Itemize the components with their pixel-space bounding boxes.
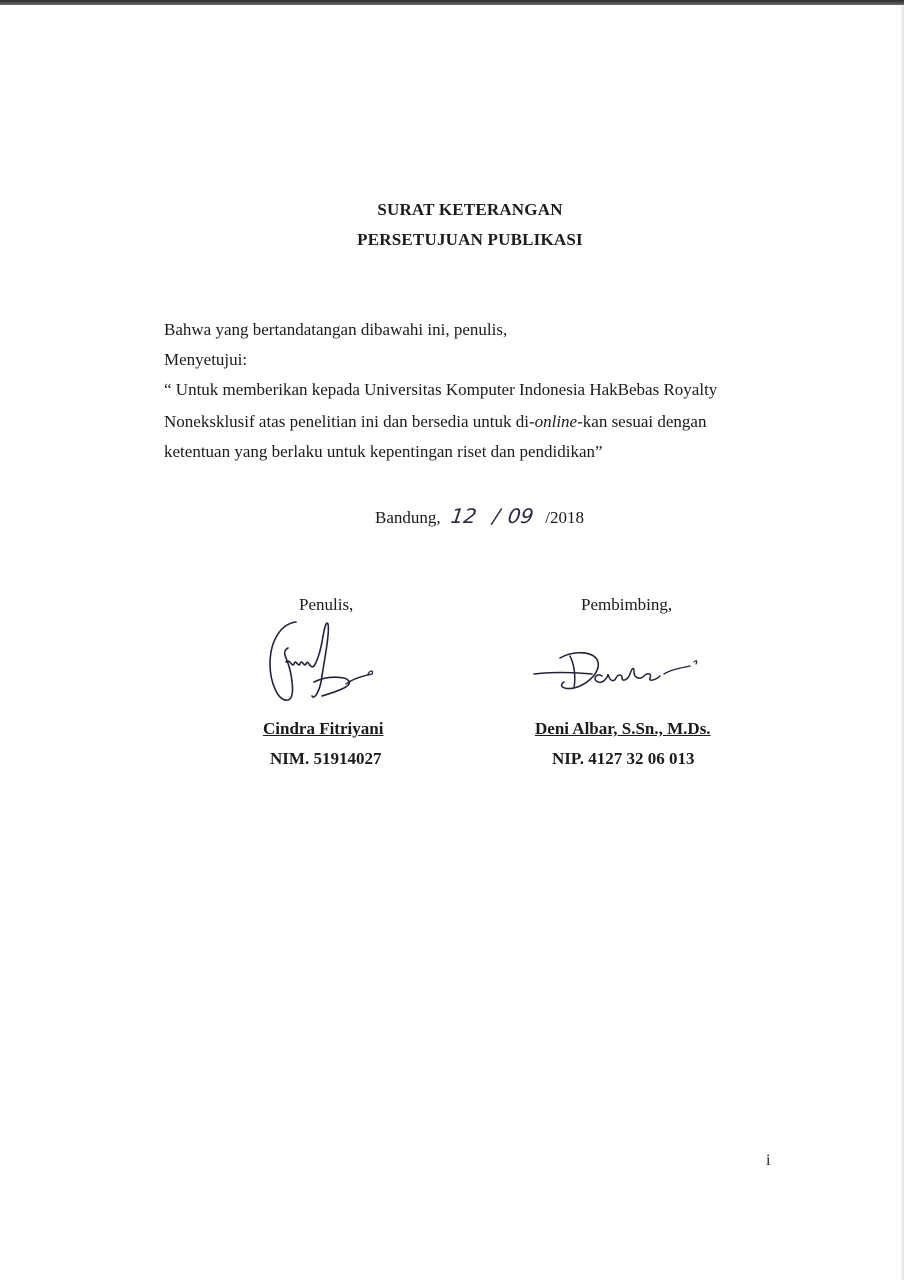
page-number: i [766, 1152, 771, 1169]
statement-line-2-start: Noneksklusif atas penelitian ini dan bersedia untuk di- [164, 412, 535, 431]
scan-top-edge [0, 0, 904, 5]
date-separator: / [490, 504, 502, 528]
author-signature [262, 612, 382, 708]
statement-line-2 [164, 412, 706, 432]
date-line [375, 504, 584, 528]
intro-text: Bahwa yang bertandatangan dibawahi ini, penulis, [164, 320, 508, 339]
agree-text: Menyetujui: [164, 350, 248, 369]
statement-line-2-end: -kan sesuai dengan [577, 412, 707, 431]
statement-line-3: ketentuan yang berlaku untuk kepentingan riset dan pendidikan” [164, 442, 603, 461]
advisor-signature [530, 640, 710, 700]
date-prefix: Bandung, [375, 508, 441, 527]
document-subtitle: PERSETUJUAN PUBLIKASI [357, 230, 583, 249]
statement-italic-word: online [534, 412, 578, 431]
date-day-handwritten: 12 [449, 504, 479, 528]
advisor-name: Deni Albar, S.Sn., M.Ds. [535, 719, 711, 738]
author-id: NIM. 51914027 [270, 749, 382, 768]
advisor-role: Pembimbing, [581, 595, 673, 614]
date-year: 2018 [550, 508, 585, 527]
date-separator: / [545, 508, 551, 527]
author-role: Penulis, [299, 595, 354, 614]
document-title: SURAT KETERANGAN [377, 200, 563, 219]
date-month-handwritten: 09 [505, 504, 535, 528]
advisor-id: NIP. 4127 32 06 013 [552, 749, 695, 768]
author-name: Cindra Fitriyani [263, 719, 384, 738]
statement-line-1: “ Untuk memberikan kepada Universitas Komputer Indonesia HakBebas Royalty [164, 380, 718, 399]
